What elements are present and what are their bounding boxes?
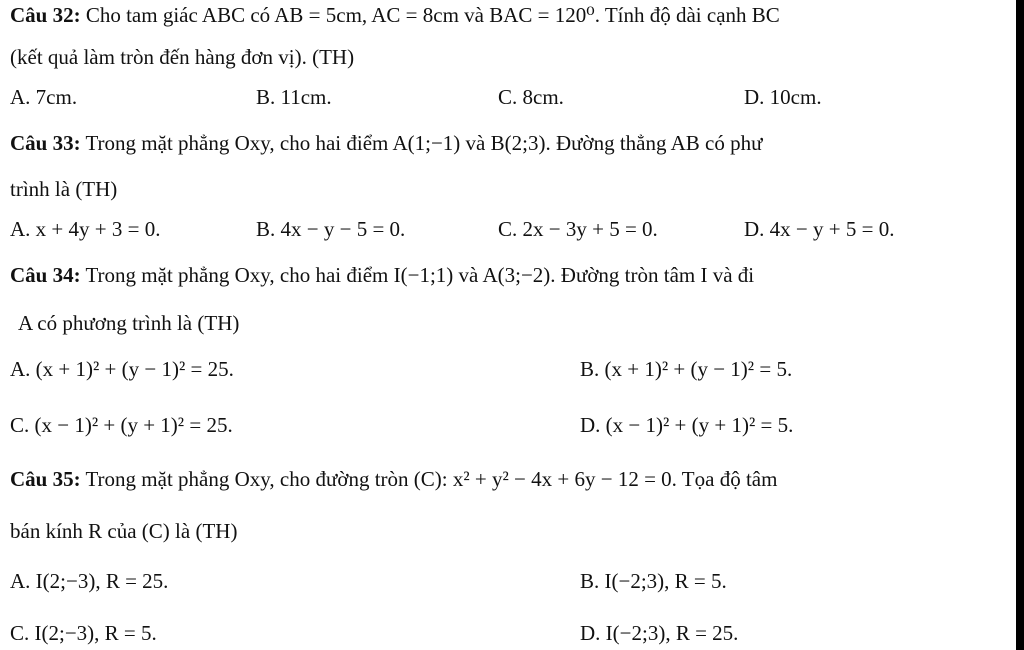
question-number: Câu 34:	[10, 263, 81, 287]
q32-stem-line-1: Câu 32: Cho tam giác ABC có AB = 5cm, AC = 8cm và BAC = 120⁰. Tính độ dài cạnh BC	[10, 3, 780, 27]
question-number: Câu 32:	[10, 3, 81, 27]
q34-stem-line-1: Câu 34: Trong mặt phẳng Oxy, cho hai điểm I(−1;1) và A(3;−2). Đường tròn tâm I và đi	[10, 263, 755, 287]
q32-option-b: B. 11cm.	[256, 85, 332, 109]
q34-option-a: A. (x + 1)² + (y − 1)² = 25.	[10, 357, 234, 381]
question-number: Câu 35:	[10, 467, 81, 491]
q33-option-a: A. x + 4y + 3 = 0.	[10, 217, 161, 241]
q34-option-d: D. (x − 1)² + (y + 1)² = 5.	[580, 413, 794, 437]
q35-option-c: C. I(2;−3), R = 5.	[10, 621, 157, 645]
question-number: Câu 33:	[10, 131, 81, 155]
q35-option-d: D. I(−2;3), R = 25.	[580, 621, 739, 645]
q34-option-c: C. (x − 1)² + (y + 1)² = 25.	[10, 413, 233, 437]
q32-stem-line-2: (kết quả làm tròn đến hàng đơn vị). (TH)	[10, 45, 355, 69]
q33-option-d: D. 4x − y + 5 = 0.	[744, 217, 895, 241]
q35-stem-line-1: Câu 35: Trong mặt phẳng Oxy, cho đường tròn (C): x² + y² − 4x + 6y − 12 = 0. Tọa độ tâm	[10, 467, 778, 491]
q34-stem-line-2: A có phương trình là (TH)	[18, 311, 240, 335]
q32-option-d: D. 10cm.	[744, 85, 822, 109]
q33-option-c: C. 2x − 3y + 5 = 0.	[498, 217, 658, 241]
q34-option-b: B. (x + 1)² + (y − 1)² = 5.	[580, 357, 793, 381]
q35-option-b: B. I(−2;3), R = 5.	[580, 569, 727, 593]
q32-option-a: A. 7cm.	[10, 85, 78, 109]
q35-stem-line-2: bán kính R của (C) là (TH)	[10, 519, 238, 543]
q33-stem-line-2: trình là (TH)	[10, 177, 118, 201]
q35-option-a: A. I(2;−3), R = 25.	[10, 569, 169, 593]
q33-stem-line-1: Câu 33: Trong mặt phẳng Oxy, cho hai điểm A(1;−1) và B(2;3). Đường thẳng AB có phư	[10, 131, 763, 155]
q32-option-c: C. 8cm.	[498, 85, 564, 109]
q33-option-b: B. 4x − y − 5 = 0.	[256, 217, 406, 241]
